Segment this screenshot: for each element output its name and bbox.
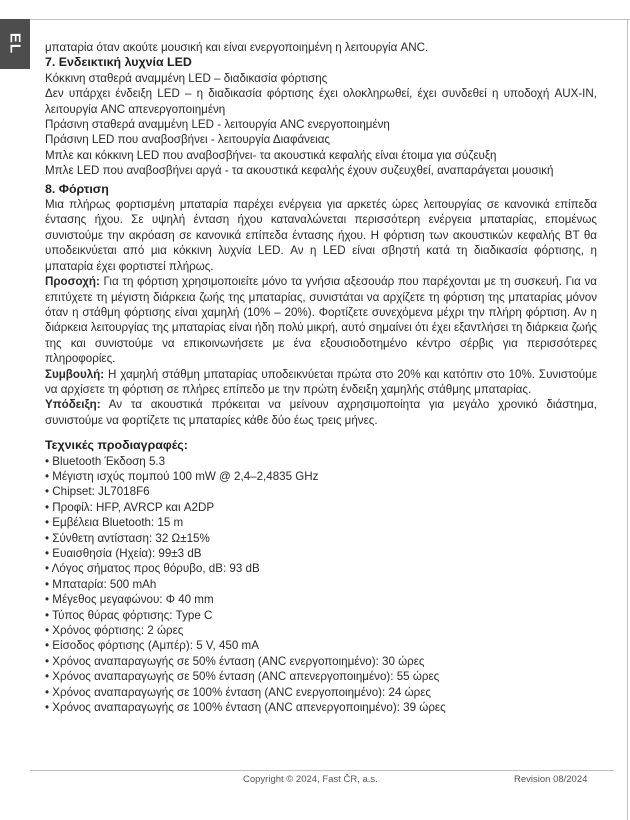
spec-item: • Χρόνος αναπαραγωγής σε 50% ένταση (ANC απενεργοποιημένο): 55 ώρες <box>45 669 597 684</box>
led-line: Κόκκινη σταθερά αναμμένη LED – διαδικασία φόρτισης <box>45 71 328 85</box>
footer-rule <box>30 770 614 771</box>
charging-paragraph: Μια πλήρως φορτισμένη μπαταρία παρέχει ενέργεια για αρκετές ώρες λειτουργίας σε κανονικά επίπεδα έντασης ήχου. Σε υψηλή ένταση ήχου καταναλώνεται περισσότερη ενέργεια μπαταρίας, επομένως συνιστούμε την ακρόαση σε κανονικά επίπεδα έντασης ήχου. Η φόρτιση των ακουστικών κεφαλής ΒΤ θα υποδεικνύεται από μια κόκκινη λυχνία LED. Αν η LED είναι σβηστή κατά τη διαδικασία φόρτισης, η μπαταρία έχει φορτιστεί πλήρως. <box>45 198 597 273</box>
language-tab <box>0 19 30 69</box>
led-line: Πράσινη σταθερά αναμμένη LED - λειτουργία ANC ενεργοποιημένη <box>45 118 390 132</box>
advice-paragraph <box>45 367 597 398</box>
led-line: Δεν υπάρχει ένδειξη LED – η διαδικασία φόρτισης έχει ολοκληρωθεί, έχει συνδεθεί η υποδοχή AUX-IN, λειτουργία ANC απενεργοποιημένη <box>45 87 597 116</box>
spec-item: • Τύπος θύρας φόρτισης: Type C <box>45 608 597 623</box>
document-body <box>45 40 597 715</box>
spec-item: • Σύνθετη αντίσταση: 32 Ω±15% <box>45 531 597 546</box>
page-right-rule <box>627 19 628 820</box>
led-line: Μπλε και κόκκινη LED που αναβοσβήνει- τα ακουστικά κεφαλής είναι έτοιμα για σύζευξη <box>45 148 497 162</box>
spec-item: • Χρόνος αναπαραγωγής σε 50% ένταση (ANC ενεργοποιημένο): 30 ώρες <box>45 654 597 669</box>
spec-item: • Μπαταρία: 500 mAh <box>45 577 597 592</box>
page-top-rule <box>0 19 630 20</box>
spec-item: • Bluetooth Έκδοση 5.3 <box>45 454 597 469</box>
spec-item: • Προφίλ: HFP, AVRCP και A2DP <box>45 500 597 515</box>
hint-label: Υπόδειξη: <box>45 398 101 412</box>
spec-item: • Χρόνος αναπαραγωγής σε 100% ένταση (ANC απενεργοποιημένο): 39 ώρες <box>45 700 597 715</box>
led-line: Πράσινη LED που αναβοσβήνει - λειτουργία Διαφάνειας <box>45 133 330 147</box>
spec-item: • Είσοδος φόρτισης (Αμπέρ): 5 V, 450 mA <box>45 638 597 653</box>
spec-item: • Εμβέλεια Bluetooth: 15 m <box>45 515 597 530</box>
footer-revision: Revision 08/2024 <box>514 774 588 785</box>
spec-item: • Χρόνος φόρτισης: 2 ώρες <box>45 623 597 638</box>
specs-list <box>45 454 597 716</box>
led-section-title: 7. Ενδεικτική λυχνία LED <box>45 55 192 70</box>
spec-item: • Χρόνος αναπαραγωγής σε 100% ένταση (ANC ενεργοποιημένο): 24 ώρες <box>45 685 597 700</box>
advice-label: Συμβουλή: <box>45 367 105 381</box>
caution-label: Προσοχή: <box>45 275 100 289</box>
specs-title: Τεχνικές προδιαγραφές: <box>45 438 188 453</box>
led-line: Μπλε LED που αναβοσβήνει αργά - τα ακουστικά κεφαλής έχουν συζευχθεί, αναπαράγεται μουσική <box>45 164 554 178</box>
caution-text: Για τη φόρτιση χρησιμοποιείτε μόνο τα γνήσια αξεσουάρ που παρέχονται με τη συσκευή. Για να επιτύχετε τη μέγιστη διάρκεια ζωής της μπαταρίας, συνιστάται να αρχίζετε τη φόρτιση της μπαταρίας μόνον όταν η στάθμη φόρτισης είναι χαμηλή (10% – 20%). Φορτίζετε συνεχόμενα μέχρι την πλήρη φόρτιση. Αν η διάρκεια λειτουργίας της μπαταρίας είναι ήδη πολύ μικρή, αυτό σημαίνει ότι έχει εξαντλήσει τη διάρκεια ζωής της και συνιστούμε να επικοινωνήσετε με ένα εξουσιοδοτημένο κέντρο σέρβις για περισσότερες πληροφορίες. <box>45 275 597 366</box>
intro-line: μπαταρία όταν ακούτε μουσική και είναι ενεργοποιημένη η λειτουργία ANC. <box>45 41 429 54</box>
footer-copyright: Copyright © 2024, Fast ČR, a.s. <box>243 774 378 785</box>
caution-paragraph <box>45 274 597 366</box>
advice-text: Η χαμηλή στάθμη μπαταρίας υποδεικνύεται πρώτα στο 20% και κατόπιν στο 10%. Συνιστούμε να αρχίσετε τη φόρτιση σε πλήρες επίπεδο με την πρώτη ένδειξη χαμηλής στάθμης μπαταρίας. <box>45 367 597 396</box>
spec-item: • Μέγεθος μεγαφώνου: Φ 40 mm <box>45 592 597 607</box>
spec-item: • Λόγος σήματος προς θόρυβο, dB: 93 dB <box>45 561 597 576</box>
hint-paragraph <box>45 397 597 428</box>
spec-item: • Ευαισθησία (Ηχεία): 99±3 dB <box>45 546 597 561</box>
charging-section-title: 8. Φόρτιση <box>45 181 109 196</box>
spec-item: • Μέγιστη ισχύς πομπού 100 mW @ 2,4–2,4835 GHz <box>45 469 597 484</box>
language-code: EL <box>6 32 24 55</box>
spec-item: • Chipset: JL7018F6 <box>45 484 597 499</box>
hint-text: Αν τα ακουστικά πρόκειται να μείνουν αχρησιμοποίητα για μεγάλο χρονικό διάστημα, συνιστούμε να φορτίζετε τις μπαταρίες κάθε δύο έως τρεις μήνες. <box>45 398 597 427</box>
